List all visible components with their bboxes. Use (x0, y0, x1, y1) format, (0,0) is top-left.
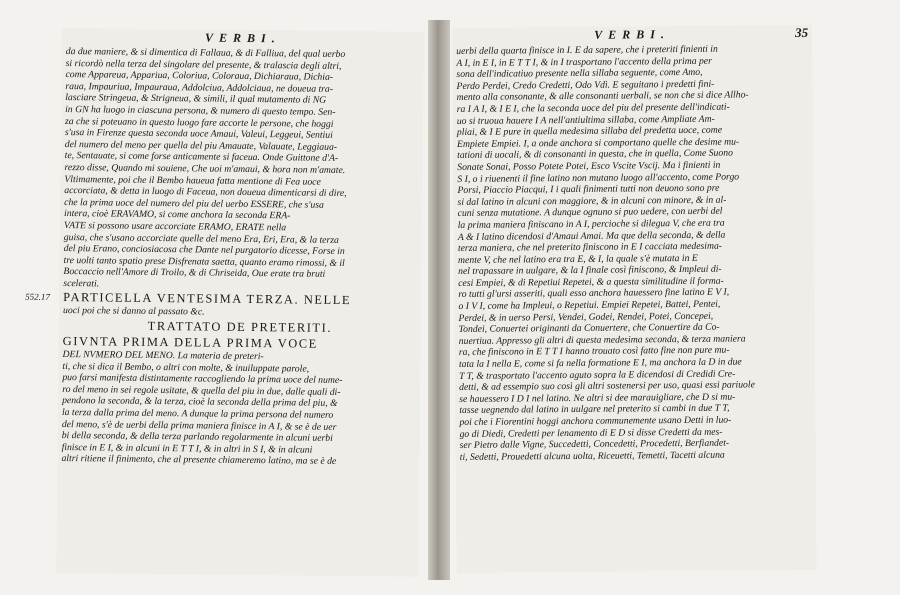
text-line: o I V I, come ha Impleui, o Repetiui. Empiei Repetei, Battei, Pentei, (458, 298, 721, 313)
text-line: si dal latino in alcuni con maggiore, & in alcuni con minore, & in al- (457, 194, 727, 208)
text-line: se hauessero I D I nel latino. Ne altri si dee marauigliare, che D si mu- (459, 391, 736, 405)
text-line: altri ritiene il finimento, che al presente chiameremo latino, ma se è de (61, 453, 337, 468)
text-line: Vltimamente, poi che il Bembo haueua fatta mentione di Fea uoce (64, 173, 321, 188)
text-line: uerbi della quarta finisce in I. E da sapere, che i preteriti finienti in (456, 43, 718, 57)
text-line: S I, o i riuenenti il fine latino non mutano luogo all'accento, come Porgo (457, 171, 740, 185)
text-line: Boccaccio nell'Amore di Troilo, & di Chriseida, Oue erate tra bruti (63, 266, 326, 281)
text-line: T T, & trasportato l'accento aguto sopra la E dicendosi di Credidi Cre- (458, 368, 736, 382)
text-line: DEL NVMERO DEL MENO. La materia de preteri- (62, 349, 264, 363)
text-line: ti, che si dica il Bembo, o altri con molte, & inuiluppate parole, (62, 360, 310, 375)
text-line: rezzo disse, Quando mi souiene, Che uoi m'amaui, & hora non m'amate. (64, 161, 346, 176)
left-page-body (25, 44, 423, 469)
text-line: sona dell'indicatiuo presente nella sillaba seguente, come Amo, (456, 67, 703, 81)
left-page (25, 28, 424, 577)
text-line: ra, che finiscono in E T T I hanno trouato così fatto fine non pure mu- (458, 345, 730, 359)
text-line: ra I A I, & I E I, che la seconda uoce del piu del presente dell'indicati- (456, 101, 730, 115)
text-block-preteriti (61, 349, 416, 469)
text-line: del meno, s'è de uerbi della prima maniera finisce in A I, & se è de uer (61, 418, 337, 433)
text-line: lasciare Stringeua, & Strigneua, & simili, il qual mutamento di NG (65, 92, 327, 107)
particella-subline: uoci poi che si danno al passato &c. (62, 305, 205, 318)
text-line: Empiete Empiei. I, a onde anchora si comportano quelle che desime mu- (456, 136, 740, 150)
text-line: tre uolti tanto spatio prese Disfrenata saetta, quanto eramo rimossi, & il (63, 254, 345, 269)
margin-note: 552.17 (25, 292, 50, 303)
text-line: pliai, & I E pure in quella medesima sillaba del predetta uoce, come (456, 124, 723, 139)
text-line: in GN ha luogo in ciascuna persona, & numero di questo tempo. Sen- (65, 104, 336, 118)
text-line: mento alla consonante, & alle consonanti uerbali, se non che si dice Allho- (456, 89, 749, 104)
text-line: del piu Erano, conciosiacosa che Dante nel purgatorio dicesse, Forse in (63, 243, 345, 258)
text-line: finisce in E I, & in alcuni in E T T I, & in altri in S I, & in alcuni (61, 441, 313, 456)
text-line: tata la I nella E, come si fa nella formatione E I, ma anchora la D in due (458, 356, 742, 370)
text-line: za che si poteuano in questo luogo fare accorte le persone, che hoggi (64, 115, 334, 130)
text-line: cuni senza mutatione. A dunque ognuno si puo uedere, con uerbi del (457, 205, 723, 220)
right-page (452, 25, 817, 573)
text-line: accorciata, & detta in luogo di Faceua, non doueua dimenticarsi di dire, (64, 185, 347, 200)
text-line: nuertiua. Appresso gli altri di questa medesima seconda, & terza maniera (458, 333, 746, 347)
text-line: del numero del meno per quella del piu Amauate, Valauate, Leggiaua- (64, 138, 338, 153)
text-line: uo si truoua hauere I A nell'antiultima sillaba, come Ampliate Am- (456, 113, 715, 127)
page-header-left: VERBI. (204, 30, 281, 46)
text-line: tationi di uocali, & di consonanti in questa, che in quella, Come Suono (457, 147, 733, 162)
text-line: nel trapassare in uulgare, & la I finale così finiscono, & Impleui di- (458, 263, 722, 278)
text-line: raua, Impauriua, Impauraua, Addolciua, Addolciaua, ne doueua tra- (65, 80, 334, 95)
page-header-right: VERBI. (594, 27, 670, 42)
text-line: guisa, che s'usano accorciate quelle del meno Era, Eri, Era, & la terza (63, 231, 339, 246)
text-line: la prima maniera finiscano in A I, percioche si dilegua V, che era tra (457, 217, 725, 231)
right-page-body (452, 41, 816, 464)
text-line: intera, cioè ERAVAMO, si come anchora la seconda ERA- (63, 208, 291, 222)
text-line: puo farsi manifesta distintamente raccogliendo la prima uoce del nume- (62, 372, 343, 387)
text-line: te, Sentauate, si come forse anticamente si faceua. Onde Guittone d'A- (64, 150, 339, 165)
text-line: la terza dalla prima del meno. A dunque la prima persona del numero (61, 407, 334, 421)
text-line: s'usa in Firenze questa seconda uoce Amaui, Valeui, Leggeui, Sentiui (64, 127, 333, 141)
trattato-heading: TRATTATO DE PRETERITI. (147, 318, 333, 335)
text-line: come Appareua, Appariua, Coloriua, Coloraua, Dichiaraua, Dichia- (65, 69, 334, 84)
page-number: 35 (794, 24, 809, 41)
text-line: ro tutti gl'ursi asseriti, quali esso anchora hauessero fine latino E V I, (458, 287, 730, 301)
text-line: terza maniera, che nel preterito finiscono in E I cacciata medesima- (457, 240, 723, 255)
text-line: detti, & ad essempio suo così gli altri sostenersi per uso, quasi essi pariuole (459, 379, 755, 394)
text-line: Perdei, & in uerso Persi, Vendei, Godei, Rendei, Potei, Concepei, (458, 310, 714, 324)
text-line: go di Diedi, Credetti per lenamento di E D si disse Credetti da mes- (459, 426, 723, 440)
text-line: scelerati. (63, 277, 100, 290)
text-line: VATE si possono usare accorciate ERAMO, ERATE nella (63, 219, 287, 234)
particella-heading: PARTICELLA VENTESIMA TERZA. NELLE (63, 290, 352, 308)
text-line: mente V, che nel latino era tra E, & I, la quale s'è mutata in E (457, 252, 698, 266)
text-line: tasse uegnendo dal latino in uulgare nel preterito si cambi in due T T, (459, 402, 730, 417)
text-line: Tondei, Conuertei originanti da Conuertere, che Conuertire da Co- (458, 321, 720, 336)
text-block-verbi (63, 46, 420, 293)
text-line: cesi Empiei, & di Repetiui Repetei, & a questa similitudine il forma- (458, 275, 724, 289)
text-line: ro del meno in sei regole usitate, & quella del piu in due, dalle quali di- (62, 383, 341, 398)
text-line: si ricordò nella terza del singolare del presente, & tralascia degli altri, (65, 57, 342, 72)
text-line: ser Pietro dalle Vigne, Succedetti, Concedetti, Procedetti, Berfiandet- (459, 437, 730, 452)
giunta-heading: GIVNTA PRIMA DELLA PRIMA VOCE (62, 334, 318, 351)
text-line: che la prima uoce del numero del piu del uerbo ESSERE, che s'usa (64, 196, 324, 211)
text-line: da due maniere, & si dimentica di Fallaua, & di Falliua, del qual uerbo (65, 46, 346, 60)
right-header-row (452, 25, 812, 44)
text-line: ti, Sedetti, Prouedetti alcuna uolta, Riceuetti, Temetti, Tacetti alcuna (459, 449, 725, 463)
text-line: Perdo Perdei, Credo Credetti, Odo Vdì. E seguitano i predetti fini- (456, 78, 715, 92)
text-line: bi della seconda, & della terza parlando regolarmente in alcuni uerbi (61, 430, 333, 445)
book-gutter (428, 20, 450, 580)
text-line: pendono la seconda, & la terza, cioè la seconda della prima del piu, & (62, 395, 338, 410)
text-line: Porsi, Piaccio Piacqui, I i quali finimenti tutti non deuono sono pre (457, 182, 720, 197)
text-line: poi che i Fiorentini hoggi anchora communemente usano Detti in luo- (459, 414, 732, 428)
text-line: A I, in E I, in E T T I, & in I trasportano l'accento della prima per (456, 55, 712, 69)
text-line: Sonate Sonai, Posso Potete Potei, Esco Vscite Vscij. Ma i finienti in (457, 159, 721, 173)
text-line: A & I latino dicendosi d'Amaui Amai. Ma que della seconda, & della (457, 229, 726, 243)
